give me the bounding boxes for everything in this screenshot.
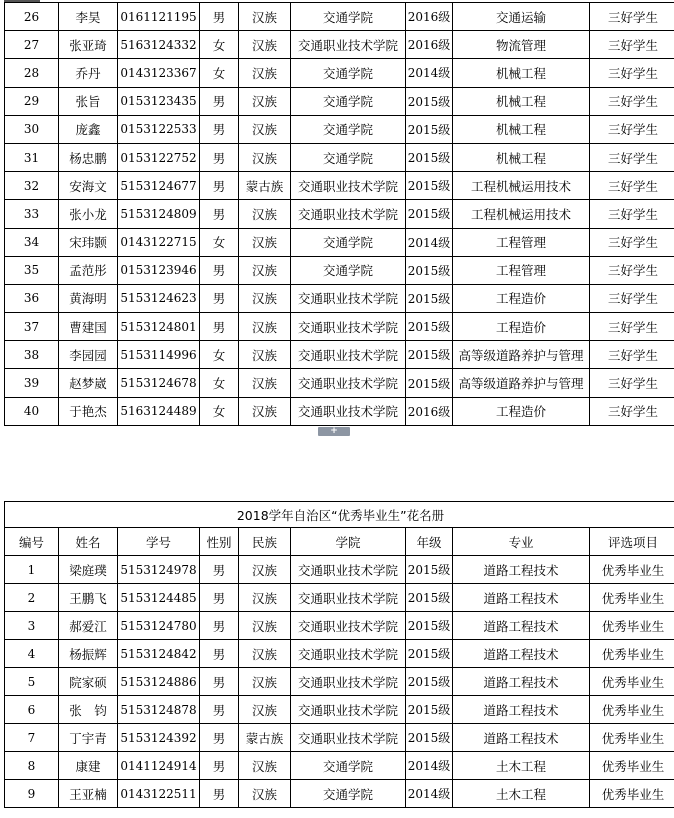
cell-number: 26	[5, 3, 59, 31]
cell-student-id: 0141124914	[118, 752, 200, 780]
cell-name: 黄海明	[59, 284, 118, 312]
cell-major: 道路工程技术	[453, 556, 590, 584]
table-row	[5, 115, 674, 143]
cell-major: 道路工程技术	[453, 696, 590, 724]
cell-major: 工程机械运用技术	[453, 200, 590, 228]
cell-major: 交通运输	[453, 3, 590, 31]
table-row	[5, 228, 674, 256]
cell-grade: 2015级	[406, 200, 453, 228]
plus-icon: +	[330, 426, 338, 436]
cell-name: 张旨	[59, 87, 118, 115]
graduate-list-table	[4, 501, 674, 808]
cell-gender: 男	[200, 172, 239, 200]
cell-grade: 2015级	[406, 143, 453, 171]
cell-college: 交通职业技术学院	[291, 556, 406, 584]
cell-gender: 男	[200, 143, 239, 171]
cell-award: 优秀毕业生	[590, 612, 674, 640]
cell-college: 交通学院	[291, 59, 406, 87]
cell-number: 27	[5, 31, 59, 59]
cell-gender: 男	[200, 668, 239, 696]
cell-major: 道路工程技术	[453, 584, 590, 612]
cell-major: 工程机械运用技术	[453, 172, 590, 200]
table-row	[5, 696, 674, 724]
cell-gender: 男	[200, 780, 239, 808]
cell-name: 康建	[59, 752, 118, 780]
table-row	[5, 584, 674, 612]
cell-number: 5	[5, 668, 59, 696]
cell-grade: 2015级	[406, 696, 453, 724]
cell-ethnicity: 汉族	[239, 3, 291, 31]
cell-grade: 2014级	[406, 780, 453, 808]
cell-name: 张亚琦	[59, 31, 118, 59]
cell-student-id: 0153122533	[118, 115, 200, 143]
cell-student-id: 0161121195	[118, 3, 200, 31]
cell-award: 优秀毕业生	[590, 640, 674, 668]
cell-ethnicity: 汉族	[239, 780, 291, 808]
table-row	[5, 341, 674, 369]
cell-student-id: 5153124842	[118, 640, 200, 668]
cell-college: 交通职业技术学院	[291, 200, 406, 228]
cell-gender: 男	[200, 556, 239, 584]
cell-student-id: 0143123367	[118, 59, 200, 87]
cell-number: 37	[5, 313, 59, 341]
cell-ethnicity: 汉族	[239, 200, 291, 228]
cell-major: 工程造价	[453, 313, 590, 341]
table-row	[5, 640, 674, 668]
table-row	[5, 752, 674, 780]
cell-gender: 男	[200, 87, 239, 115]
cell-ethnicity: 蒙古族	[239, 172, 291, 200]
cell-student-id: 0153123435	[118, 87, 200, 115]
header-name: 姓名	[59, 528, 118, 556]
cell-student-id: 0143122511	[118, 780, 200, 808]
cell-student-id: 5153124809	[118, 200, 200, 228]
cell-student-id: 5153124801	[118, 313, 200, 341]
cell-award: 三好学生	[590, 172, 674, 200]
cell-grade: 2015级	[406, 172, 453, 200]
cell-gender: 男	[200, 256, 239, 284]
cell-name: 乔丹	[59, 59, 118, 87]
cell-number: 33	[5, 200, 59, 228]
cell-ethnicity: 汉族	[239, 584, 291, 612]
table-row	[5, 284, 674, 312]
cell-award: 优秀毕业生	[590, 724, 674, 752]
cell-grade: 2015级	[406, 369, 453, 397]
cell-name: 张小龙	[59, 200, 118, 228]
table-row	[5, 87, 674, 115]
cell-gender: 女	[200, 59, 239, 87]
expand-section-button[interactable]	[318, 427, 350, 436]
cell-grade: 2014级	[406, 752, 453, 780]
cell-student-id: 5153124677	[118, 172, 200, 200]
cell-ethnicity: 蒙古族	[239, 724, 291, 752]
cell-name: 李昊	[59, 3, 118, 31]
cell-name: 杨忠鹏	[59, 143, 118, 171]
cell-student-id: 0153123946	[118, 256, 200, 284]
cell-award: 三好学生	[590, 31, 674, 59]
table-header-row	[5, 528, 674, 556]
cell-major: 高等级道路养护与管理	[453, 369, 590, 397]
cell-award: 三好学生	[590, 59, 674, 87]
table-row	[5, 200, 674, 228]
cell-gender: 女	[200, 369, 239, 397]
cell-number: 31	[5, 143, 59, 171]
cell-college: 交通职业技术学院	[291, 397, 406, 425]
cell-name: 宋玮颢	[59, 228, 118, 256]
cell-name: 安海文	[59, 172, 118, 200]
cell-award: 三好学生	[590, 256, 674, 284]
table-row	[5, 172, 674, 200]
table-row	[5, 612, 674, 640]
cell-ethnicity: 汉族	[239, 313, 291, 341]
cell-major: 工程管理	[453, 256, 590, 284]
cell-ethnicity: 汉族	[239, 668, 291, 696]
cell-ethnicity: 汉族	[239, 341, 291, 369]
cell-ethnicity: 汉族	[239, 87, 291, 115]
cell-award: 优秀毕业生	[590, 752, 674, 780]
cell-name: 张 钧	[59, 696, 118, 724]
cell-gender: 男	[200, 584, 239, 612]
cell-major: 道路工程技术	[453, 612, 590, 640]
cell-student-id: 5153124392	[118, 724, 200, 752]
cell-college: 交通职业技术学院	[291, 612, 406, 640]
cell-name: 赵梦崴	[59, 369, 118, 397]
cell-gender: 男	[200, 696, 239, 724]
cell-ethnicity: 汉族	[239, 228, 291, 256]
cell-grade: 2015级	[406, 284, 453, 312]
cell-student-id: 0143122715	[118, 228, 200, 256]
table-row	[5, 668, 674, 696]
cell-ethnicity: 汉族	[239, 696, 291, 724]
cell-number: 29	[5, 87, 59, 115]
cell-number: 32	[5, 172, 59, 200]
cell-ethnicity: 汉族	[239, 369, 291, 397]
cell-award: 三好学生	[590, 87, 674, 115]
cell-student-id: 5153124623	[118, 284, 200, 312]
header-student-id: 学号	[118, 528, 200, 556]
cell-gender: 女	[200, 228, 239, 256]
cell-college: 交通职业技术学院	[291, 584, 406, 612]
cell-major: 高等级道路养护与管理	[453, 341, 590, 369]
cell-award: 优秀毕业生	[590, 584, 674, 612]
cell-major: 机械工程	[453, 59, 590, 87]
cell-major: 土木工程	[453, 752, 590, 780]
cell-number: 35	[5, 256, 59, 284]
cell-ethnicity: 汉族	[239, 256, 291, 284]
cell-name: 李园园	[59, 341, 118, 369]
cell-grade: 2015级	[406, 640, 453, 668]
cell-major: 机械工程	[453, 143, 590, 171]
cell-award: 三好学生	[590, 369, 674, 397]
cell-college: 交通职业技术学院	[291, 172, 406, 200]
cell-name: 王亚楠	[59, 780, 118, 808]
header-grade: 年级	[406, 528, 453, 556]
cell-ethnicity: 汉族	[239, 556, 291, 584]
cell-award: 优秀毕业生	[590, 780, 674, 808]
cell-gender: 男	[200, 640, 239, 668]
cell-grade: 2015级	[406, 341, 453, 369]
cell-gender: 女	[200, 341, 239, 369]
cell-student-id: 5153124886	[118, 668, 200, 696]
header-gender: 性别	[200, 528, 239, 556]
cell-award: 三好学生	[590, 3, 674, 31]
cell-award: 三好学生	[590, 143, 674, 171]
cell-college: 交通学院	[291, 143, 406, 171]
cell-award: 三好学生	[590, 397, 674, 425]
table-row	[5, 313, 674, 341]
cell-award: 三好学生	[590, 313, 674, 341]
cell-major: 机械工程	[453, 87, 590, 115]
cell-college: 交通学院	[291, 115, 406, 143]
cell-name: 梁庭璞	[59, 556, 118, 584]
cell-gender: 男	[200, 284, 239, 312]
cell-college: 交通学院	[291, 256, 406, 284]
cell-gender: 男	[200, 612, 239, 640]
cell-ethnicity: 汉族	[239, 59, 291, 87]
cell-college: 交通职业技术学院	[291, 369, 406, 397]
cell-college: 交通职业技术学院	[291, 696, 406, 724]
header-ethnicity: 民族	[239, 528, 291, 556]
cell-number: 4	[5, 640, 59, 668]
cell-number: 9	[5, 780, 59, 808]
table-row	[5, 59, 674, 87]
table-title-row	[5, 502, 674, 528]
cell-major: 机械工程	[453, 115, 590, 143]
cell-college: 交通职业技术学院	[291, 640, 406, 668]
cell-number: 3	[5, 612, 59, 640]
cell-award: 三好学生	[590, 228, 674, 256]
cell-grade: 2016级	[406, 31, 453, 59]
header-number: 编号	[5, 528, 59, 556]
cell-gender: 男	[200, 313, 239, 341]
cell-student-id: 5153124678	[118, 369, 200, 397]
table-row	[5, 3, 674, 31]
cell-grade: 2015级	[406, 115, 453, 143]
cell-ethnicity: 汉族	[239, 612, 291, 640]
cell-ethnicity: 汉族	[239, 143, 291, 171]
cell-gender: 男	[200, 724, 239, 752]
cell-college: 交通职业技术学院	[291, 31, 406, 59]
cell-gender: 男	[200, 752, 239, 780]
header-award: 评选项目	[590, 528, 674, 556]
cell-gender: 女	[200, 31, 239, 59]
cell-student-id: 0153122752	[118, 143, 200, 171]
cell-college: 交通职业技术学院	[291, 341, 406, 369]
cell-name: 院家硕	[59, 668, 118, 696]
table-row	[5, 256, 674, 284]
cell-award: 三好学生	[590, 284, 674, 312]
cell-number: 28	[5, 59, 59, 87]
cell-number: 36	[5, 284, 59, 312]
cell-grade: 2015级	[406, 612, 453, 640]
table-row	[5, 780, 674, 808]
cell-number: 7	[5, 724, 59, 752]
cell-name: 郝爱江	[59, 612, 118, 640]
cell-college: 交通职业技术学院	[291, 313, 406, 341]
cell-student-id: 5153124878	[118, 696, 200, 724]
cell-major: 道路工程技术	[453, 724, 590, 752]
cell-college: 交通学院	[291, 228, 406, 256]
cell-number: 2	[5, 584, 59, 612]
cell-name: 丁宇青	[59, 724, 118, 752]
cell-name: 于艳杰	[59, 397, 118, 425]
cell-ethnicity: 汉族	[239, 752, 291, 780]
cell-name: 杨振辉	[59, 640, 118, 668]
cell-grade: 2016级	[406, 397, 453, 425]
header-college: 学院	[291, 528, 406, 556]
cell-college: 交通职业技术学院	[291, 284, 406, 312]
cell-student-id: 5153124485	[118, 584, 200, 612]
cell-college: 交通职业技术学院	[291, 724, 406, 752]
cell-number: 34	[5, 228, 59, 256]
cell-number: 40	[5, 397, 59, 425]
cell-major: 道路工程技术	[453, 640, 590, 668]
table-row	[5, 724, 674, 752]
cell-award: 三好学生	[590, 115, 674, 143]
cell-major: 道路工程技术	[453, 668, 590, 696]
cell-grade: 2015级	[406, 313, 453, 341]
cell-college: 交通职业技术学院	[291, 668, 406, 696]
cell-gender: 女	[200, 397, 239, 425]
cell-ethnicity: 汉族	[239, 284, 291, 312]
cell-award: 优秀毕业生	[590, 668, 674, 696]
cell-grade: 2015级	[406, 668, 453, 696]
table-row	[5, 369, 674, 397]
cell-name: 王鹏飞	[59, 584, 118, 612]
cell-number: 8	[5, 752, 59, 780]
cell-ethnicity: 汉族	[239, 640, 291, 668]
header-major: 专业	[453, 528, 590, 556]
table-row	[5, 397, 674, 425]
cell-grade: 2015级	[406, 556, 453, 584]
cell-number: 6	[5, 696, 59, 724]
cell-grade: 2015级	[406, 87, 453, 115]
table-row	[5, 31, 674, 59]
cell-major: 工程造价	[453, 397, 590, 425]
cell-gender: 男	[200, 3, 239, 31]
cell-student-id: 5163124489	[118, 397, 200, 425]
cell-major: 土木工程	[453, 780, 590, 808]
cell-college: 交通学院	[291, 752, 406, 780]
cell-major: 工程管理	[453, 228, 590, 256]
table-row	[5, 143, 674, 171]
cell-ethnicity: 汉族	[239, 397, 291, 425]
cell-ethnicity: 汉族	[239, 31, 291, 59]
cell-award: 优秀毕业生	[590, 556, 674, 584]
cell-name: 孟范彤	[59, 256, 118, 284]
table-row	[5, 556, 674, 584]
cell-college: 交通学院	[291, 3, 406, 31]
cell-ethnicity: 汉族	[239, 115, 291, 143]
cell-student-id: 5153114996	[118, 341, 200, 369]
cell-grade: 2015级	[406, 724, 453, 752]
cell-name: 庞鑫	[59, 115, 118, 143]
cell-number: 1	[5, 556, 59, 584]
honor-list-table-top	[4, 2, 674, 426]
cell-award: 优秀毕业生	[590, 696, 674, 724]
table-title: 2018学年自治区“优秀毕业生”花名册	[5, 502, 674, 528]
cell-gender: 男	[200, 200, 239, 228]
cell-name: 曹建国	[59, 313, 118, 341]
cell-gender: 男	[200, 115, 239, 143]
cell-grade: 2014级	[406, 228, 453, 256]
cell-grade: 2015级	[406, 256, 453, 284]
cell-grade: 2014级	[406, 59, 453, 87]
cell-major: 工程造价	[453, 284, 590, 312]
cell-award: 三好学生	[590, 200, 674, 228]
cell-grade: 2016级	[406, 3, 453, 31]
cell-student-id: 5163124332	[118, 31, 200, 59]
cell-number: 30	[5, 115, 59, 143]
cell-college: 交通学院	[291, 780, 406, 808]
cell-student-id: 5153124978	[118, 556, 200, 584]
cell-student-id: 5153124780	[118, 612, 200, 640]
cell-major: 物流管理	[453, 31, 590, 59]
cell-grade: 2015级	[406, 584, 453, 612]
cell-award: 三好学生	[590, 341, 674, 369]
cell-college: 交通学院	[291, 87, 406, 115]
cell-number: 39	[5, 369, 59, 397]
cell-number: 38	[5, 341, 59, 369]
